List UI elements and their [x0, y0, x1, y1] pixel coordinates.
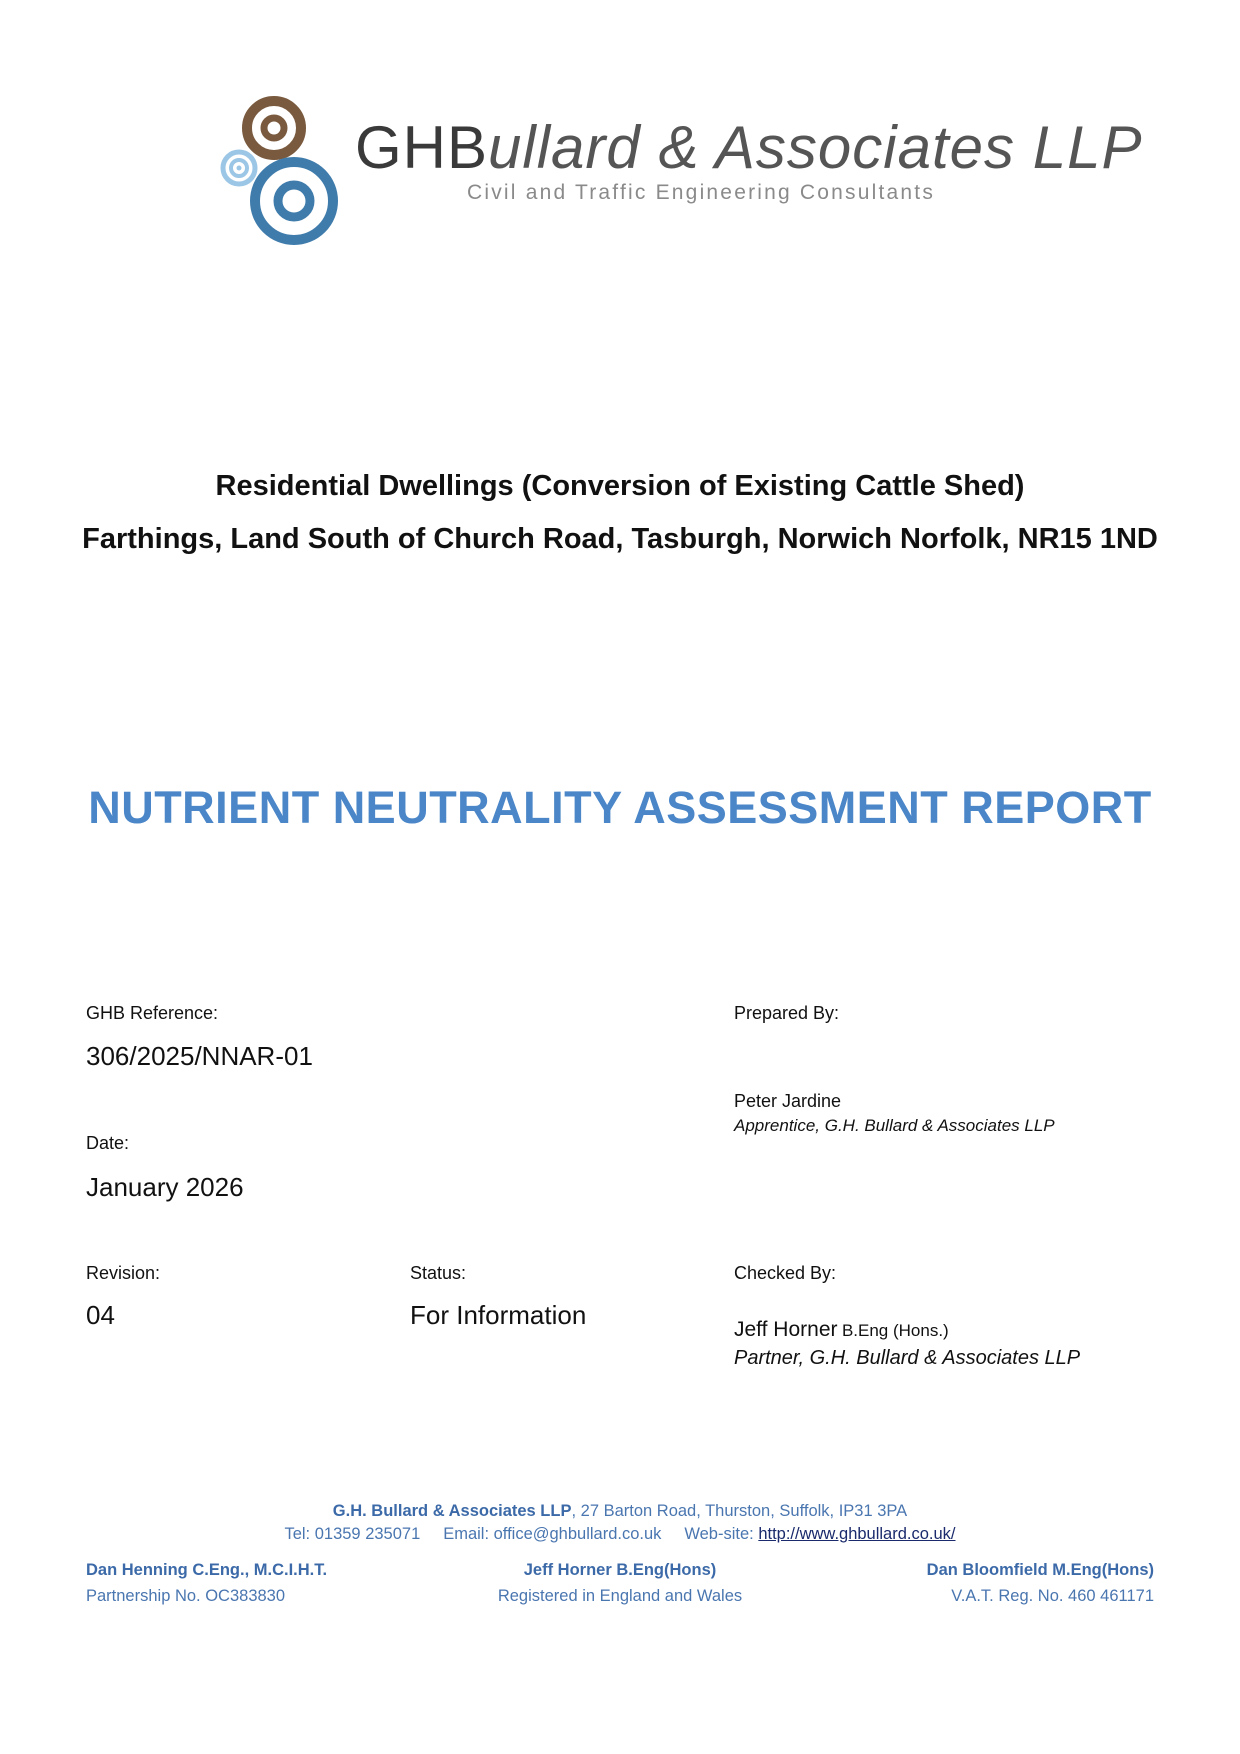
project-title-line2: Farthings, Land South of Church Road, Tasburgh, Norwich Norfolk, NR15 1ND	[82, 523, 1158, 555]
reference-value: 306/2025/NNAR-01	[86, 1041, 313, 1071]
logo-company-name: GHBullard & Associates LLP	[355, 114, 1143, 181]
company-logo	[215, 93, 1143, 253]
project-title-line1: Residential Dwellings (Conversion of Existing Cattle Shed)	[215, 470, 1025, 502]
checked-by-role: Partner, G.H. Bullard & Associates LLP	[734, 1347, 1081, 1369]
footer-address: G.H. Bullard & Associates LLP, 27 Barton Road, Thurston, Suffolk, IP31 3PA	[332, 1502, 908, 1520]
prepared-by-label: Prepared By:	[734, 1003, 840, 1023]
date-label: Date:	[86, 1133, 130, 1153]
footer-partner-1: Dan Henning C.Eng., M.C.I.H.T.	[86, 1561, 328, 1579]
footer-tel: Tel: 01359 235071	[284, 1525, 421, 1543]
footer-email: Email: office@ghbullard.co.uk	[443, 1525, 662, 1543]
logo-tagline: Civil and Traffic Engineering Consultants	[467, 181, 936, 204]
footer-partnership-number: Partnership No. OC383830	[86, 1587, 286, 1605]
prepared-by-role: Apprentice, G.H. Bullard & Associates LLP	[734, 1116, 1055, 1135]
date-value: January 2026	[86, 1172, 244, 1202]
footer-partner-3: Dan Bloomfield M.Eng(Hons)	[926, 1561, 1154, 1579]
report-title: NUTRIENT NEUTRALITY ASSESSMENT REPORT	[88, 782, 1152, 833]
checked-by-name: Jeff Horner	[734, 1318, 838, 1341]
footer-contact	[0, 1525, 1240, 1544]
footer-website-link[interactable]: http://www.ghbullard.co.uk/	[758, 1525, 956, 1543]
footer-vat-number: V.A.T. Reg. No. 460 461171	[951, 1587, 1154, 1605]
logo-rings-icon	[215, 93, 345, 253]
revision-label: Revision:	[86, 1263, 161, 1283]
status-label: Status:	[410, 1263, 467, 1283]
revision-value: 04	[86, 1300, 115, 1330]
checked-by-qualifications: B.Eng (Hons.)	[841, 1321, 949, 1340]
status-value: For Information	[410, 1300, 587, 1330]
footer-partner-2: Jeff Horner B.Eng(Hons)	[523, 1561, 717, 1579]
reference-label: GHB Reference:	[86, 1003, 219, 1023]
checked-by-name-line	[734, 1318, 949, 1342]
prepared-by-name: Peter Jardine	[734, 1091, 842, 1111]
footer-web-label: Web-site:	[684, 1525, 754, 1543]
checked-by-label: Checked By:	[734, 1263, 837, 1283]
footer-registered: Registered in England and Wales	[497, 1587, 743, 1605]
